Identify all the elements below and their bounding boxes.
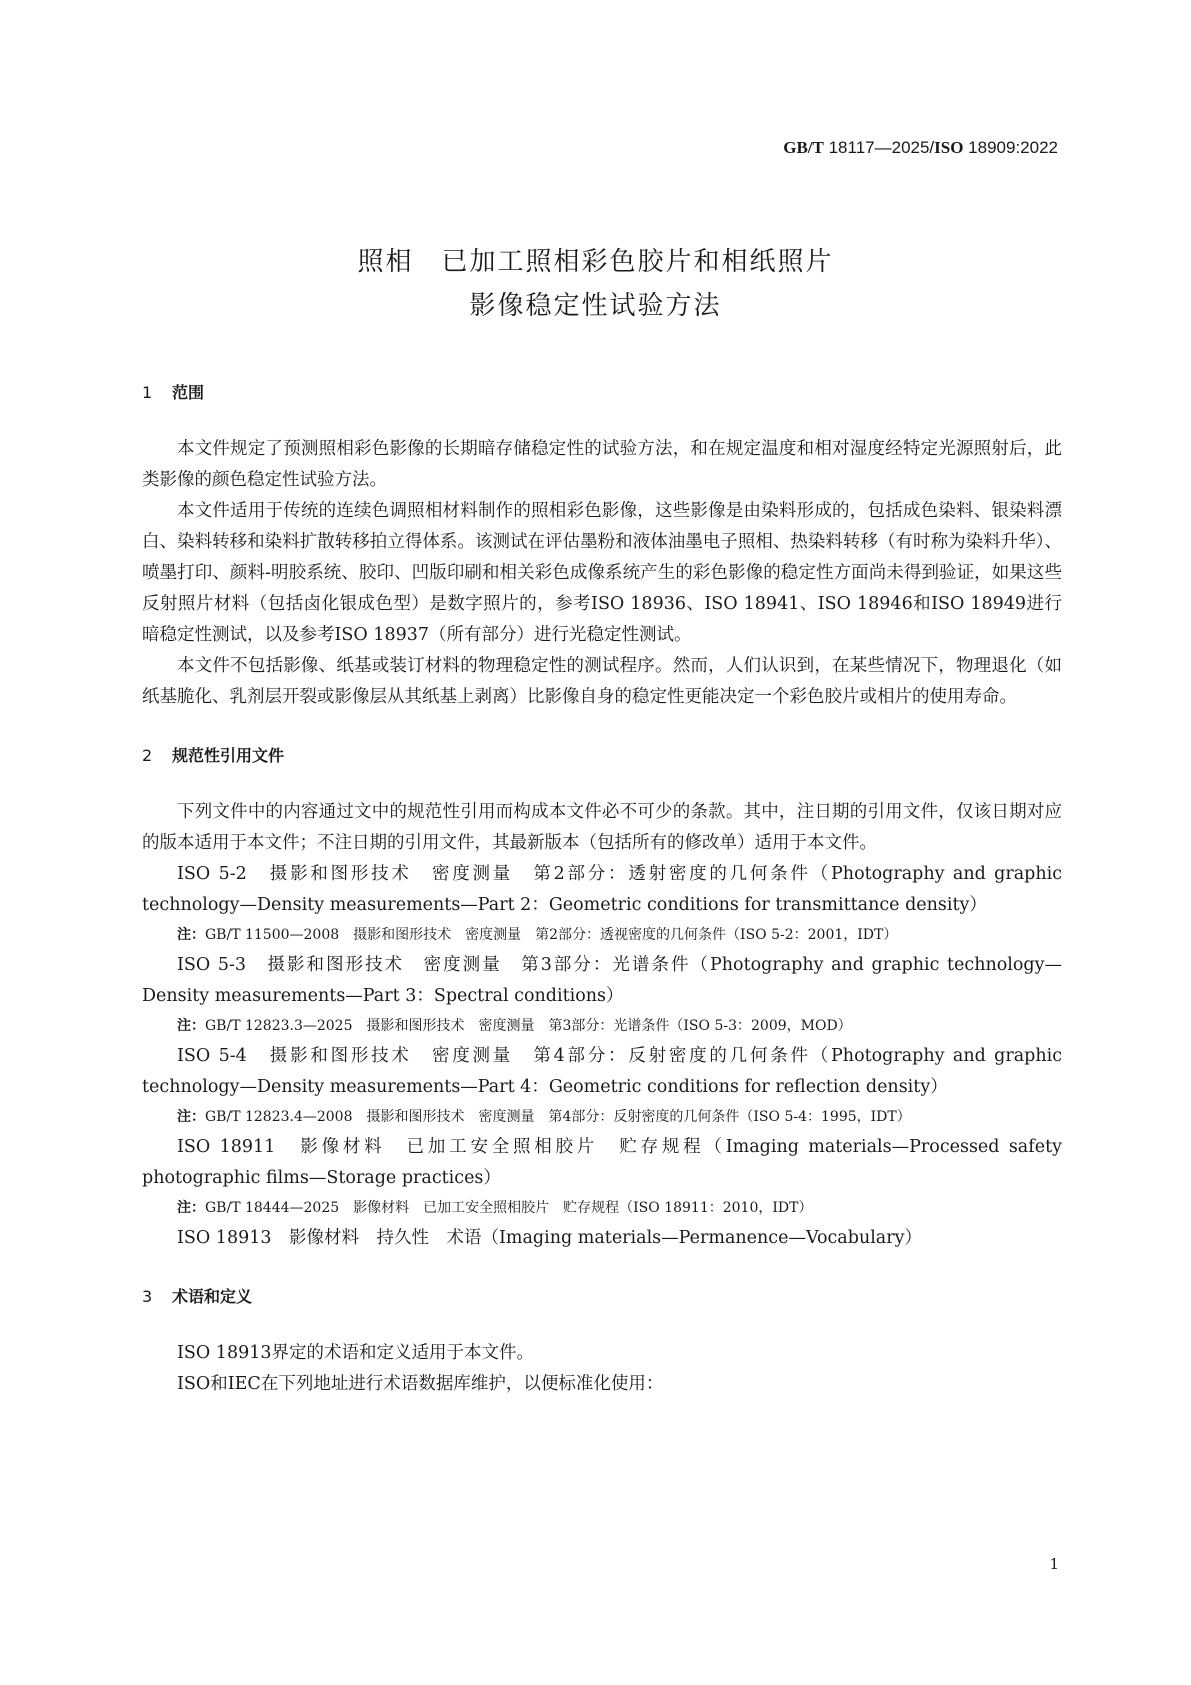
standard-code-iso: ISO — [934, 138, 964, 157]
document-title — [0, 240, 1191, 328]
standard-code — [783, 138, 1058, 158]
standard-code-iso-number: 18909:2022 — [963, 138, 1058, 157]
section-number: 3 — [142, 1287, 153, 1306]
note-label: 注： — [177, 1109, 205, 1125]
paragraph: 本文件适用于传统的连续色调照相材料制作的照相彩色影像，这些影像是由染料形成的，包括成色染料、银染料漂白、染料转移和染料扩散转移拍立得体系。该测试在评估墨粉和液体油墨电子照相、热染料转移（有时称为染料升华）、喷墨打印、颜料-明胶系统、胶印、凹版印刷和相关彩色成像系统产生的彩色影像的稳定性方面尚未得到验证，如果这些反射照片材料（包括卤化银成色型）是数字照片的，参考ISO 18936、ISO 18941、ISO 18946和ISO 18949进行暗稳定性测试，以及参考ISO 18937（所有部分）进行光稳定性测试。 — [142, 501, 1062, 645]
section-3-heading — [142, 1284, 1062, 1306]
reference-entry: ISO 18911 影像材料 已加工安全照相胶片 贮存规程（Imaging materials—Processed safety photographic films—Storage practices） — [142, 1137, 1062, 1188]
standard-code-number: 18117—2025/ — [823, 138, 935, 157]
reference-entry: ISO 18913 影像材料 持久性 术语（Imaging materials—Permanence—Vocabulary） — [177, 1228, 922, 1248]
section-title: 范围 — [172, 383, 205, 402]
section-2-heading — [142, 743, 1062, 765]
section-title: 规范性引用文件 — [172, 746, 285, 765]
section-number: 1 — [142, 383, 153, 402]
paragraph: ISO和IEC在下列地址进行术语数据库维护，以便标准化使用： — [177, 1374, 664, 1394]
reference-entry: ISO 5-2 摄影和图形技术 密度测量 第2部分：透射密度的几何条件（Photography and graphic technology—Density measurements—Part 2：Geometric conditions for transmittance density） — [142, 864, 1062, 915]
reference-entry: ISO 5-3 摄影和图形技术 密度测量 第3部分：光谱条件（Photography and graphic technology—Density measurements—Part 3：Spectral conditions） — [142, 955, 1062, 1006]
page-number: 1 — [1049, 1555, 1059, 1573]
document-body — [142, 380, 1062, 1400]
title-line-1: 照相 已加工照相彩色胶片和相纸照片 — [357, 247, 834, 277]
paragraph: ISO 18913界定的术语和定义适用于本文件。 — [177, 1343, 534, 1363]
standard-code-prefix: GB/T — [783, 138, 824, 157]
section-number: 2 — [142, 746, 153, 765]
paragraph: 本文件不包括影像、纸基或装订材料的物理稳定性的测试程序。然而，人们认识到，在某些情况下，物理退化（如纸基脆化、乳剂层开裂或影像层从其纸基上剥离）比影像自身的稳定性更能决定一个彩色胶片或相片的使用寿命。 — [142, 656, 1062, 707]
reference-entry: ISO 5-4 摄影和图形技术 密度测量 第4部分：反射密度的几何条件（Photography and graphic technology—Density measurements—Part 4：Geometric conditions for reflection density） — [142, 1046, 1062, 1097]
paragraph: 下列文件中的内容通过文中的规范性引用而构成本文件必不可少的条款。其中，注日期的引用文件，仅该日期对应的版本适用于本文件；不注日期的引用文件，其最新版本（包括所有的修改单）适用于本文件。 — [142, 802, 1062, 853]
reference-note: 注：GB/T 11500—2008 摄影和图形技术 密度测量 第2部分：透视密度的几何条件（ISO 5-2：2001，IDT） — [177, 927, 898, 943]
section-1-heading — [142, 380, 1062, 402]
reference-note: 注：GB/T 12823.3—2025 摄影和图形技术 密度测量 第3部分：光谱条件（ISO 5-3：2009，MOD） — [177, 1018, 852, 1034]
section-title: 术语和定义 — [172, 1287, 253, 1306]
reference-note: 注：GB/T 18444—2025 影像材料 已加工安全照相胶片 贮存规程（ISO 18911：2010，IDT） — [177, 1200, 813, 1216]
reference-note: 注：GB/T 12823.4—2008 摄影和图形技术 密度测量 第4部分：反射密度的几何条件（ISO 5-4：1995，IDT） — [177, 1109, 911, 1125]
title-line-2: 影像稳定性试验方法 — [469, 291, 722, 321]
note-label: 注： — [177, 1200, 205, 1216]
note-label: 注： — [177, 927, 205, 943]
note-label: 注： — [177, 1018, 205, 1034]
paragraph: 本文件规定了预测照相彩色影像的长期暗存储稳定性的试验方法，和在规定温度和相对湿度经特定光源照射后，此类影像的颜色稳定性试验方法。 — [142, 439, 1062, 490]
